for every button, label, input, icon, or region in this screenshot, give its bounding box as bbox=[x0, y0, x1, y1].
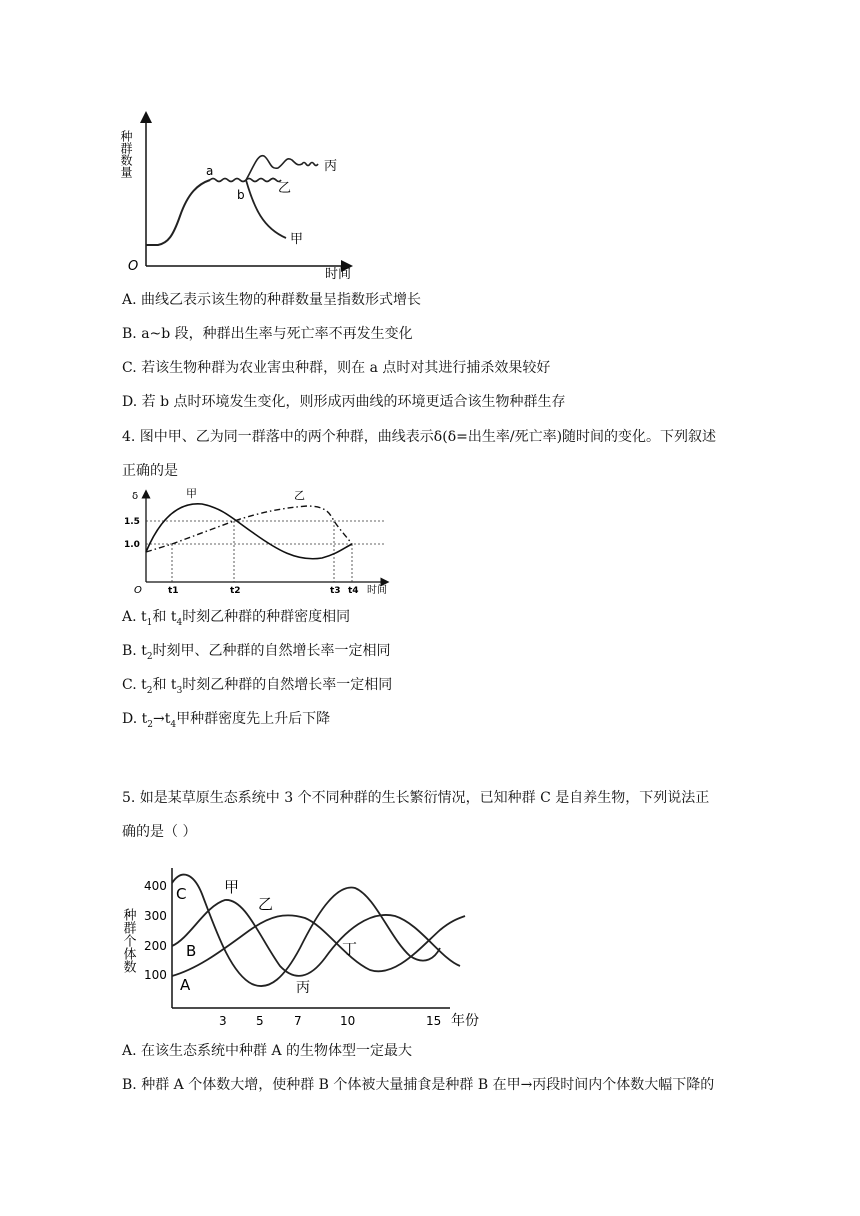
q5-ytick-100: 100 bbox=[144, 968, 167, 982]
q4-ytick-1.5: 1.5 bbox=[124, 517, 140, 527]
q5-ytick-200: 200 bbox=[144, 939, 167, 953]
q5-xtick-7: 7 bbox=[294, 1014, 302, 1028]
q5-xtick-3: 3 bbox=[219, 1014, 227, 1028]
q3-population-chart bbox=[118, 108, 368, 283]
q4-option-d: D. $t_2\to t_4$甲种群密度先上升后下降 bbox=[122, 711, 331, 730]
q4-label-yi: 乙 bbox=[294, 489, 305, 502]
q3-s-curve bbox=[146, 180, 210, 245]
q4-xtick-t3: t3 bbox=[330, 586, 341, 596]
q5-population-chart bbox=[120, 858, 500, 1030]
q3-wavy-segment bbox=[210, 179, 276, 182]
q3-label-jia: 甲 bbox=[290, 232, 304, 247]
q3-option-d: D. 若 b 点时环境发生变化，则形成丙曲线的环境更适合该生物种群生存 bbox=[122, 394, 566, 410]
q4-option-b: B. $t_2$时刻甲、乙种群的自然增长率一定相同 bbox=[122, 643, 391, 662]
q5-curve-c bbox=[172, 875, 440, 986]
q3-origin: O bbox=[128, 259, 139, 274]
q4-option-c: C. $t_2$和 $t_3$时刻乙种群的自然增长率一定相同 bbox=[122, 677, 393, 696]
q5-label-a: A bbox=[180, 976, 191, 994]
q4-xtick-t1: t1 bbox=[168, 586, 179, 596]
q5-label-bing: 丙 bbox=[296, 980, 310, 996]
q5-ytick-400: 400 bbox=[144, 879, 167, 893]
q4-stem-line1: 4. 图中甲、乙为同一群落中的两个种群，曲线表示δ(δ=出生率/死亡率)随时间的变化。下列叙述 bbox=[122, 429, 717, 445]
q4-xtick-t2: t2 bbox=[230, 586, 241, 596]
q5-label-c: C bbox=[176, 885, 187, 903]
q3-ylabel: 种群数量 bbox=[119, 130, 133, 178]
q3-label-yi: 乙 bbox=[278, 181, 292, 196]
q3-option-a: A. 曲线乙表示该生物的种群数量呈指数形式增长 bbox=[122, 292, 422, 308]
q5-stem-line2: 确的是（ ） bbox=[122, 824, 197, 840]
q4-curve-jia bbox=[146, 504, 352, 559]
q4-xlabel: 时间 bbox=[367, 585, 387, 596]
q5-ylabel: 种群个体数 bbox=[120, 908, 136, 973]
q5-curve-b bbox=[172, 900, 460, 976]
q4-xtick-t4: t4 bbox=[348, 586, 359, 596]
q4-ylabel: δ bbox=[132, 491, 139, 502]
q3-option-c: C. 若该生物种群为农业害虫种群，则在 a 点时对其进行捕杀效果较好 bbox=[122, 360, 551, 376]
q5-xtick-15: 15 bbox=[426, 1014, 442, 1028]
q3-option-b: B. a~b 段，种群出生率与死亡率不再发生变化 bbox=[122, 326, 413, 342]
q3-xlabel: 时间 bbox=[325, 267, 352, 282]
q4-ytick-1.0: 1.0 bbox=[124, 540, 140, 550]
q4-stem-line2: 正确的是 bbox=[122, 463, 178, 479]
q5-label-ding: 丁 bbox=[342, 940, 358, 958]
q5-ytick-300: 300 bbox=[144, 909, 167, 923]
q3-label-a: a bbox=[206, 164, 214, 178]
q5-label-jia: 甲 bbox=[224, 878, 240, 896]
q4-origin: O bbox=[134, 585, 142, 596]
q4-option-a: A. $t_1$和 $t_4$时刻乙种群的种群密度相同 bbox=[122, 609, 351, 628]
q5-stem-line1: 5. 如是某草原生态系统中 3 个不同种群的生长繁衍情况，已知种群 C 是自养生物，下列说法正 bbox=[122, 790, 710, 806]
q5-option-b: B. 种群 A 个体数大增，使种群 B 个体被大量捕食是种群 B 在甲→丙段时间内个体数大幅下降的 bbox=[122, 1077, 715, 1093]
q5-xtick-5: 5 bbox=[256, 1014, 264, 1028]
q5-label-b: B bbox=[186, 942, 197, 960]
q3-label-b: b bbox=[237, 188, 245, 202]
q3-label-bing: 丙 bbox=[324, 159, 338, 174]
q4-delta-chart bbox=[112, 484, 402, 602]
q4-label-jia: 甲 bbox=[186, 487, 197, 500]
q5-xtick-10: 10 bbox=[340, 1014, 356, 1028]
q5-label-yi: 乙 bbox=[258, 895, 274, 913]
q3-curve-bing bbox=[246, 156, 318, 180]
q5-xlabel: 年份 bbox=[451, 1013, 479, 1029]
q5-option-a: A. 在该生态系统中种群 A 的生物体型一定最大 bbox=[122, 1043, 413, 1059]
